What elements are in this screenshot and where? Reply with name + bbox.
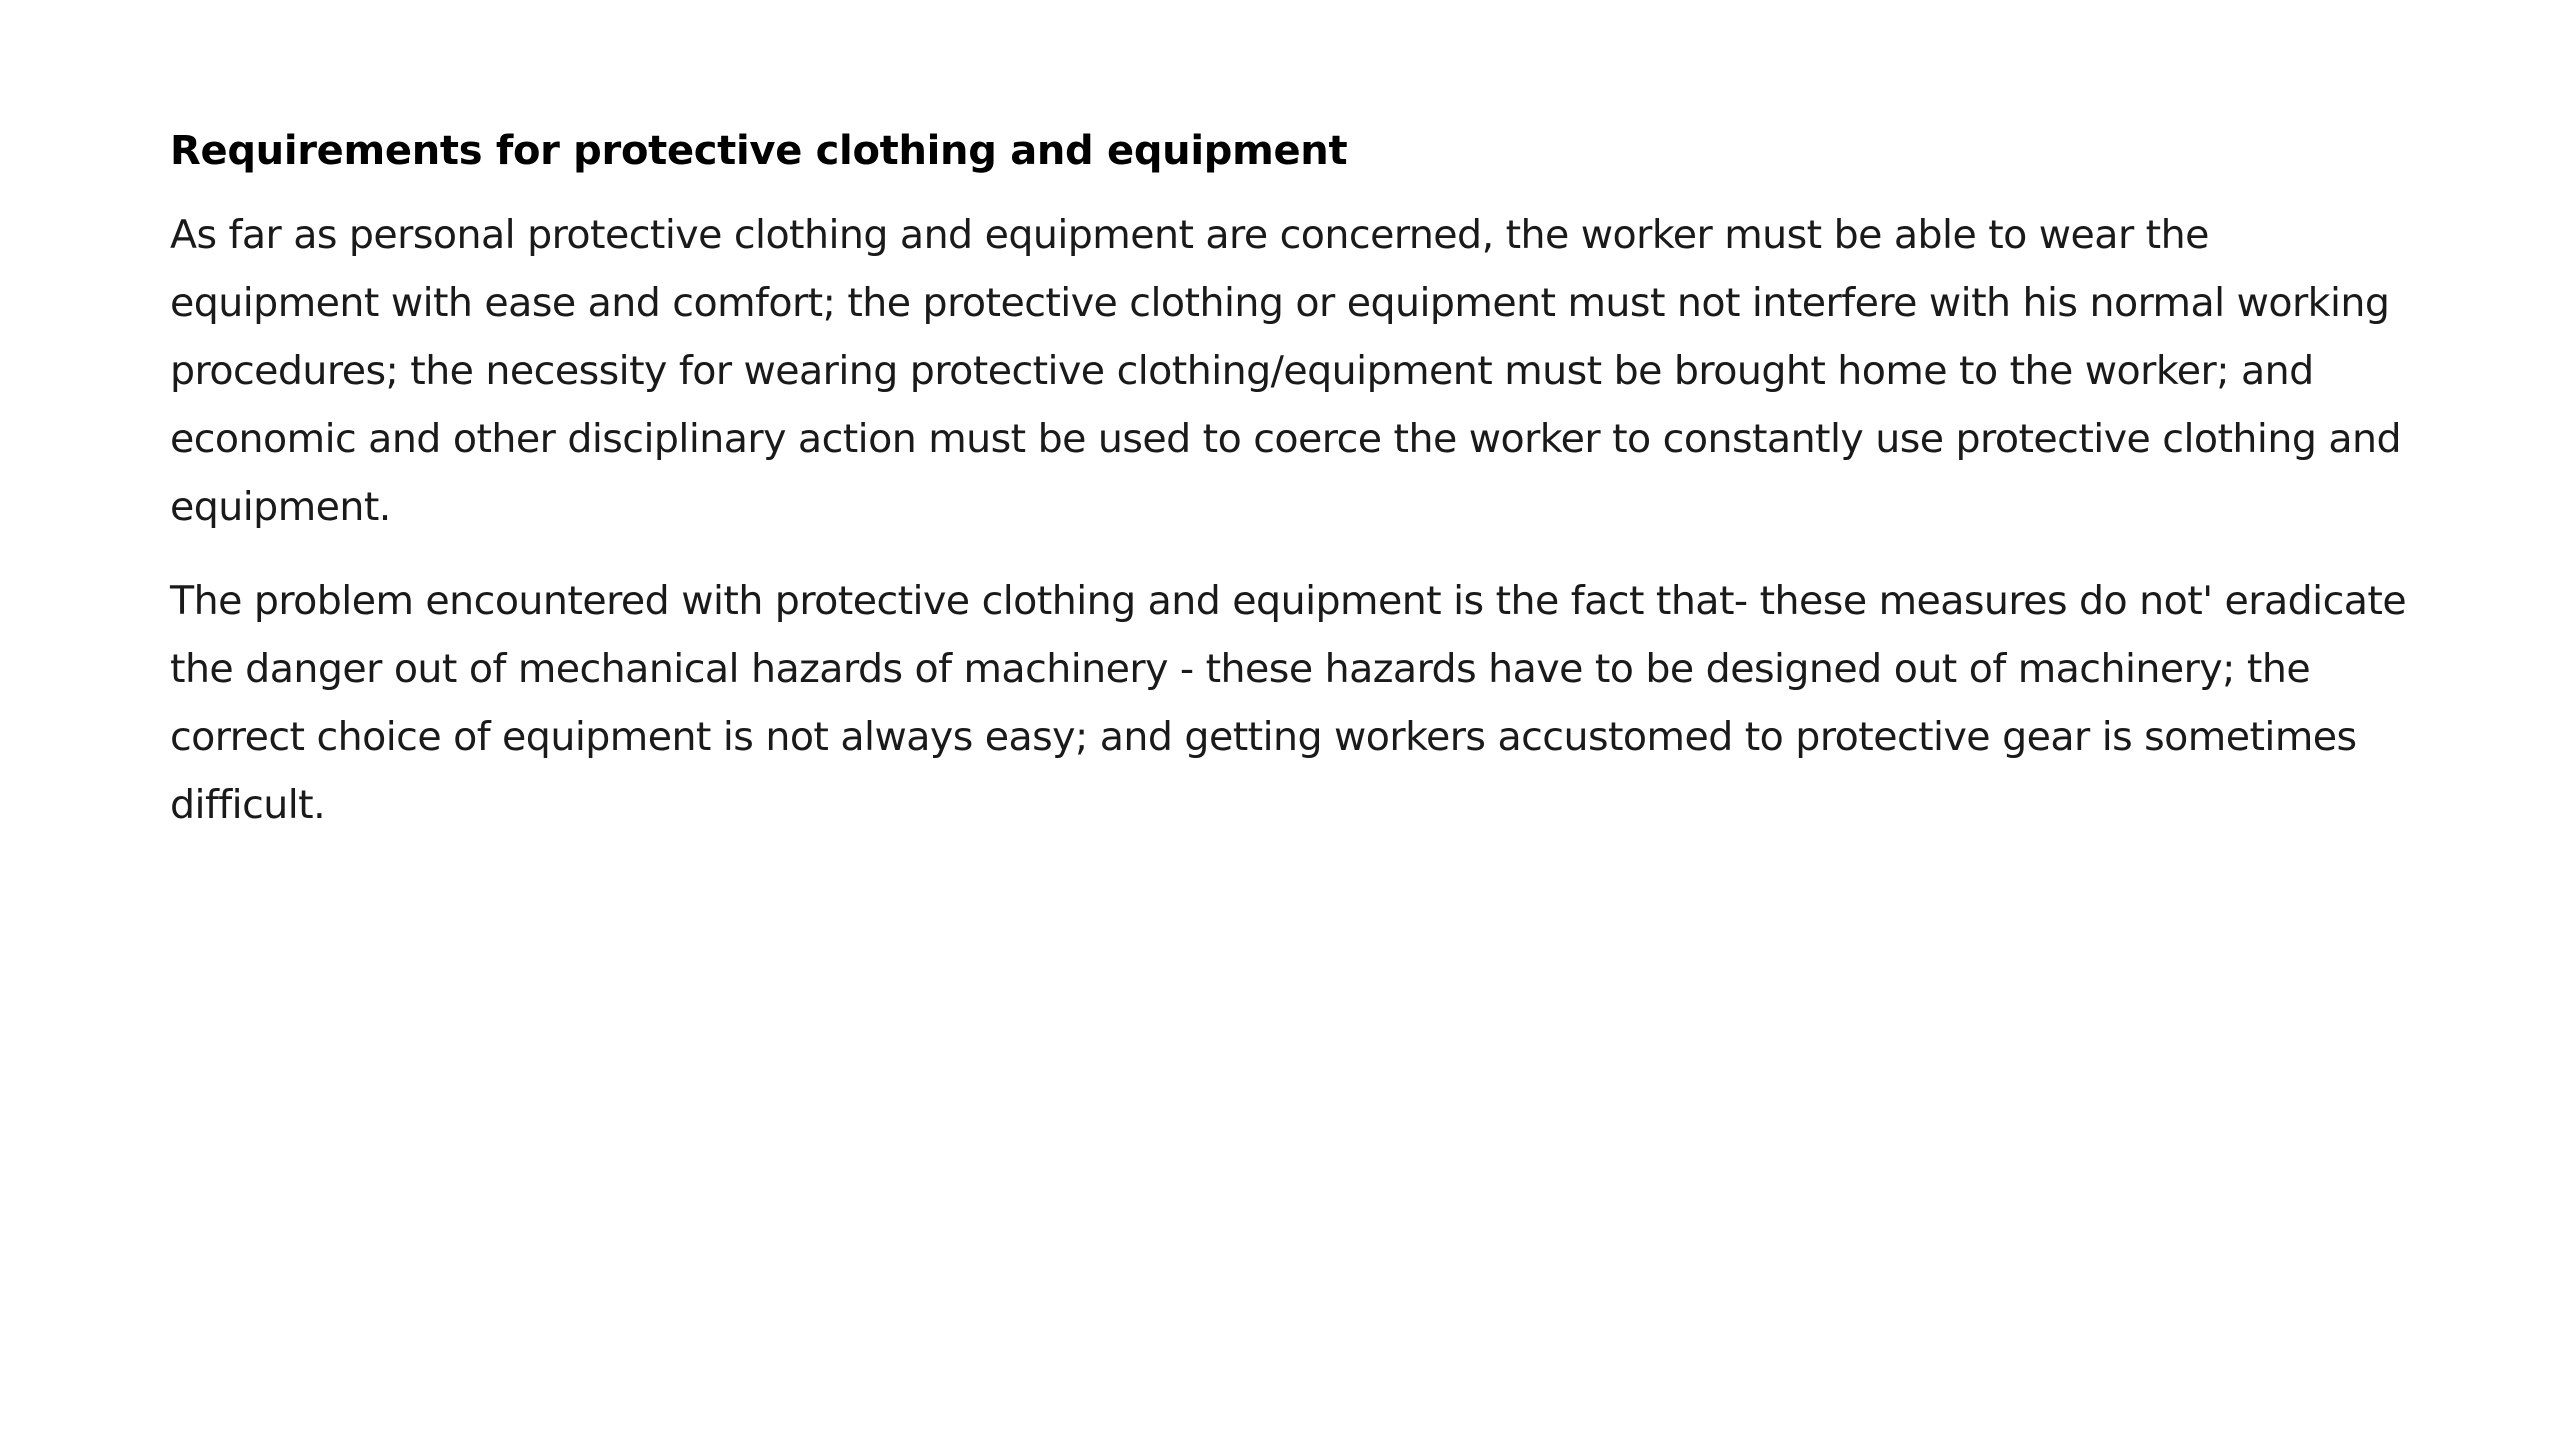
paragraph-problems: The problem encountered with protective clothing and equipment is the fact that- these measures do not' eradicate the danger out of mechanical hazards of machinery - these hazards have to be designed out of machinery; the correct choice of equipment is not always easy; and getting workers accustomed to protective gear is sometimes difficult. [170, 578, 2407, 828]
document-body [170, 125, 2420, 865]
section-heading: Requirements for protective clothing and equipment [170, 128, 1348, 174]
paragraph-requirements: As far as personal protective clothing and equipment are concerned, the worker must be able to wear the equipment with ease and comfort; the protective clothing or equipment must not interfere with his normal working procedures; the necessity for wearing protective clothing/equipment must be brought home to the worker; and economic and other disciplinary action must be used to coerce the worker to constantly use protective clothing and equipment. [170, 212, 2402, 530]
